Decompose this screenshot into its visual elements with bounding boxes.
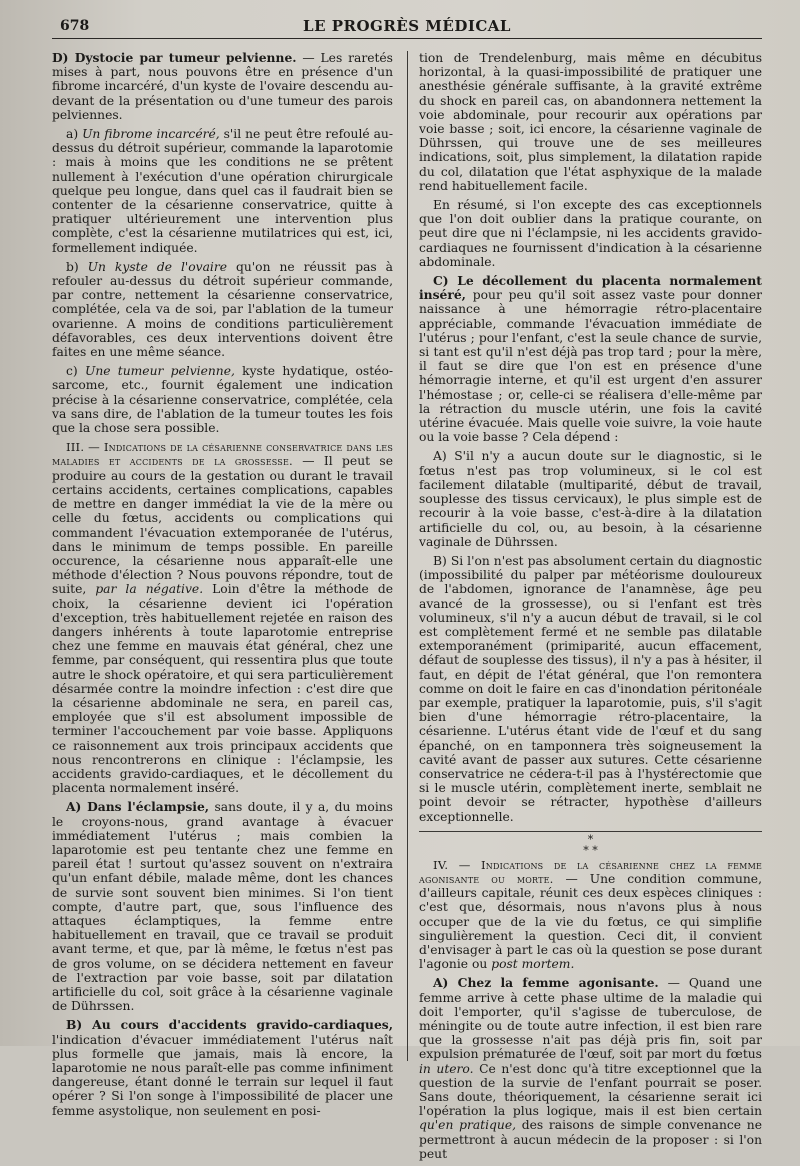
heading-dystocie: D) Dystocie par tumeur pelvienne. bbox=[52, 50, 297, 65]
journal-title: LE PROGRÈS MÉDICAL bbox=[303, 17, 511, 35]
paragraph-cardiaques: B) Au cours d'accidents gravido-cardiaques, l'indication d'évacuer immédiatement l'utérus naît plus formelle que jamais, mais là encore, la laparotomie ne nous paraît-elle pas comme infiniment dangereuse, étant donné le terrain sur lequel il faut opérer ? Si l'on songe à l'impossibilité de placer une femme asystolique, non seulement en posi- bbox=[52, 1017, 393, 1118]
heading-cardiaques: B) Au cours d'accidents gravido-cardiaques, bbox=[66, 1017, 393, 1033]
paragraph-resume: En résumé, si l'on excepte des cas exceptionnels que l'on doit oublier dans la pratique courante, on peut dire que ni l'éclampsie, ni les accidents gravido-cardiaques ne fournissent d'indication à la césarienne abdominale. bbox=[419, 198, 762, 269]
paragraph-eclampsie: A) Dans l'éclampsie, sans doute, il y a, du moins le croyons-nous, grand avantage à évacuer immédiatement l'utérus ; mais combien la laparotomie est peu tentante chez une femme en pareil état ! surtout qu'assez souvent on n'extraira qu'un enfant débile, malade même, dont les chances de survie sont souvent bien minimes. Si l'on tient compte, d'autre part, que, sous l'influence des attaques éclamptiques, la femme entre habituellement en travail, que ce travail se produit avant terme, et que, par là même, le fœtus n'est pas de gros volume, on se décidera nettement en faveur de l'extraction par voie basse, soit par dilatation artificielle du col, soit grâce à la césarienne vaginale de Dührssen. bbox=[52, 799, 393, 1014]
section-rule bbox=[419, 831, 762, 832]
paragraph-section-iii: III. — Indications de la césarienne conservatrice dans les maladies et accidents de la grossesse. — Il peut se produire au cours de la gestation ou durant le travail certains accidents, certaines complications, capables de mettre en danger immédiat la vie de la mère ou celle du fœtus, accidents ou complications qui commandent l'évacuation extemporanée de l'utérus, dans le minimum de temps possible. En pareille occurence, la césarienne nous apparaît-elle une méthode d'élection ? Nous pouvons répondre, tout de suite, par la négative. Loin d'être la méthode de choix, la césarienne devient ici l'opération d'exception, très habituellement rejetée en raison des dangers inhérents à toute laparotomie entreprise chez une femme en mauvais état général, chez une femme, par conséquent, qui ressentira plus que toute autre le shock opératoire, et qui sera particulièrement désarmée contre la moindre infection : c'est dire que la césarienne abdominale ne sera, en pareil cas, employée que s'il est absolument impossible de terminer l'accouchement par voie basse. Appliquons ce raisonnement aux trois principaux accidents que nous rencontrerons en clinique : l'éclampsie, les accidents gravido-cardiaques, et le décollement du placenta normalement inséré. bbox=[52, 440, 394, 796]
paragraph-kyste: b) Un kyste de l'ovaire qu'on ne réussit pas à refouler au-dessus du détroit supérieur commande, par contre, nettement la césarienne conservatrice, complétée, cela va de soi, par l'ablation de la tumeur ovarienne. A moins de conditions particulièrement défavorables, ces deux interventions doivent être faites en une même séance. bbox=[52, 259, 394, 360]
column-divider bbox=[407, 51, 408, 1061]
heading-eclampsie: A) Dans l'éclampsie, bbox=[66, 799, 210, 815]
paragraph-agonisante: A) Chez la femme agonisante. — Quand une femme arrive à cette phase ultime de la maladie qui doit l'emporter, qu'il s'agisse de tuberculose, de méningite ou de toute autre infection, il est bien rare que la grossesse n'ait pas déjà pris fin, soit par expulsion prématurée de l'œuf, soit par mort du fœtus in utero. Ce n'est donc qu'à titre exceptionnel que la question de la survie de l'enfant pourrait se poser. Sans doute, théoriquement, la césarienne serait ici l'opération la plus logique, mais il est bien certain qu'en pratique, des raisons de simple convenance ne permettront à aucun médecin de la proposer : si l'on peut bbox=[419, 975, 762, 1161]
left-column bbox=[52, 51, 395, 1166]
heading-section-iv: IV. — Indications de la césarienne chez la femme agonisante ou morte. bbox=[419, 857, 762, 886]
right-column bbox=[419, 51, 762, 1166]
heading-decollement: C) Le décollement du placenta normalement inséré, bbox=[419, 273, 762, 303]
paragraph-section-iv: IV. — Indications de la césarienne chez la femme agonisante ou morte. — Une condition commune, d'ailleurs capitale, réunit ces deux espèces cliniques : c'est que, désormais, nous n'avons plus à nous occuper que de la vie du fœtus, ce qui simplifie singulièrement la question. Ceci dit, il convient d'envisager à part le cas où la question se pose durant l'agonie ou post mortem. bbox=[419, 857, 762, 972]
paragraph-voie-basse: A) S'il n'y a aucun doute sur le diagnostic, si le fœtus n'est pas trop volumineux, si le col est facilement dilatable (multiparité, début de travail, souplesse des tissus cervicaux), le plus simple est de recourir à la voie basse, c'est-à-dire à la dilatation artificielle du col, ou, au besoin, à la césarienne vaginale de Dührssen. bbox=[419, 449, 762, 549]
heading-agonisante: A) Chez la femme agonisante. bbox=[433, 975, 659, 991]
page-header bbox=[52, 16, 762, 39]
paragraph-tumeur: c) Une tumeur pelvienne, kyste hydatique, ostéo-sarcome, etc., fournit également une indication précise à la césarienne conservatrice, complétée, cela va sans dire, de l'ablation de la tumeur toutes les fois que la chose sera possible. bbox=[52, 364, 393, 436]
section-asterism: * * * bbox=[583, 832, 598, 857]
page-number: 678 bbox=[60, 18, 90, 34]
paragraph-fibrome: a) Un fibrome incarcéré, s'il ne peut être refoulé au-dessus du détroit supérieur, commande la laparotomie : mais à moins que les conditions ne se prêtent nullement à l'exécution d'une opération chirurgicale quelque peu longue, dans quel cas il faudrait bien se contenter de la césarienne conservatrice, quitte à pratiquer ultérieurement une intervention plus complète, c'est la césarienne mutilatrices qui est, ici, formellement indiquée. bbox=[52, 127, 393, 255]
paragraph-laparotomie: B) Si l'on n'est pas absolument certain du diagnostic (impossibilité du palper par météorisme douloureux de l'abdomen, ignorance de l'anamnèse, âge peu avancé de la grossesse), ou si l'enfant est très volumineux, s'il n'y a aucun début de travail, si le col est complètement fermé et ne semble pas dilatable extemporanément (primiparité, aucun effacement, défaut de souplesse des tissus), il n'y a pas à hésiter, il faut, en dépit de l'état général, que l'on remontera comme on doit le faire en cas d'inondation péritonéale par exemple, pratiquer la laparotomie, puis, s'il s'agit bien d'une hémorragie rétro-placentaire, la césarienne. L'utérus étant vide de l'œuf et du sang épanché, on en tamponnera très soigneusement la cavité avant de passer aux sutures. Cette césarienne conservatrice ne cédera-t-il pas à l'hystérectomie que si le muscle utérin, complètement inerte, semblait ne point devoir se rétracter, hypothèse d'ailleurs exceptionnelle. bbox=[419, 553, 762, 824]
heading-section-iii: III. — Indications de la césarienne conservatrice dans les maladies et accidents de la grossesse. bbox=[52, 440, 393, 469]
paragraph-dystocie: D) Dystocie par tumeur pelvienne. — Les raretés mises à part, nous pouvons être en présence d'un fibrome incarcéré, d'un kyste de l'ovaire descendu au-devant de la présentation ou d'une tumeur des parois pelviennes. bbox=[52, 50, 393, 122]
paragraph-continuation: tion de Trendelenburg, mais même en décubitus horizontal, à la quasi-impossibilité de pratiquer une anesthésie générale suffisante, à la gravité extrême du shock en pareil cas, on abandonnera nettement la voie abdominale, pour recourir aux opérations par voie basse ; soit, ici encore, la césarienne vaginale de Dührssen, qui trouve une de ses meilleures indications, soit, plus simplement, la dilatation rapide du col, dilatation que l'état asphyxique de la malade rend habituellement facile. bbox=[419, 51, 762, 193]
text-columns bbox=[52, 51, 762, 1166]
paragraph-decollement: C) Le décollement du placenta normalement inséré, pour peu qu'il soit assez vaste pour donner naissance à une hémorragie rétro-placentaire appréciable, commande l'évacuation immédiate de l'utérus ; pour l'enfant, c'est la seule chance de survie, si tant est qu'il n'est déjà pas trop tard ; pour la mère, il faut se dire que l'on est en présence d'une hémorragie interne, et qu'il est urgent d'en assurer l'hémostase ; or, celle-ci se réalisera d'elle-même par la rétraction du muscle utérin, une fois la cavité utérine évacuée. Mais quelle voie suivre, la voie haute ou la voie basse ? Cela dépend : bbox=[419, 273, 762, 445]
